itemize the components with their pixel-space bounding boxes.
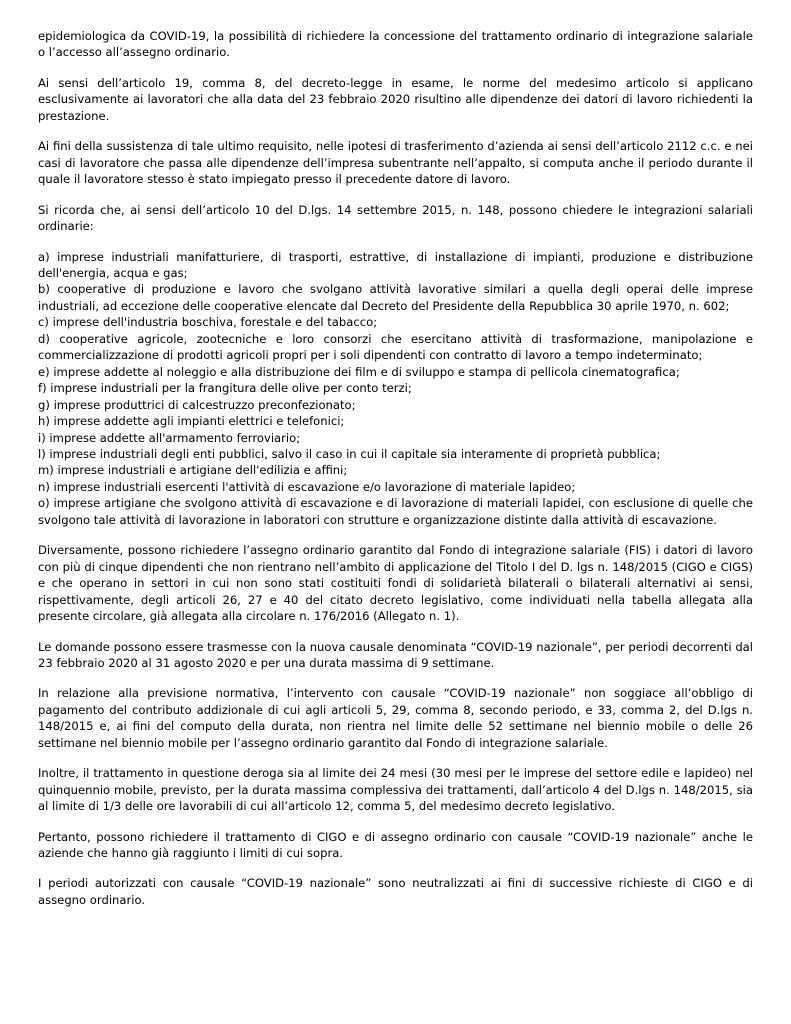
eligible-enterprises-list [38,249,753,529]
paragraph: Ai sensi dell’articolo 19, comma 8, del decreto-legge in esame, le norme del medesimo articolo si applicano esclusivamente ai lavoratori che alla data del 23 febbraio 2020 risultino alle dipendenze dei datori di lavoro richiedenti la prestazione. [38,75,753,123]
paragraph: Inoltre, il trattamento in questione deroga sia al limite dei 24 mesi (30 mesi per le imprese del settore edile e lapideo) nel quinquennio mobile, previsto, per la durata massima complessiva dei trattamenti, dall’articolo 4 del D.lgs n. 148/2015, sia al limite di 1/3 delle ore lavorabili di cui all’articolo 12, comma 5, del medesimo decreto legislativo. [38,766,753,814]
list-item: a) imprese industriali manifatturiere, di trasporti, estrattive, di installazione di impianti, produzione e distribuzione dell'energia, acqua e gas; [38,249,753,280]
paragraph: Le domande possono essere trasmesse con la nuova causale denominata “COVID-19 nazionale”, per periodi decorrenti dal 23 febbraio 2020 al 31 agosto 2020 e per una durata massima di 9 settimane. [38,639,753,670]
list-item: o) imprese artigiane che svolgono attività di escavazione e di lavorazione di materiali lapidei, con esclusione di quelle che svolgono tale attività di lavorazione in laboratori con strutture e organizzazione distinte dalla attività di escavazione. [38,496,753,527]
paragraph: Ai fini della sussistenza di tale ultimo requisito, nelle ipotesi di trasferimento d’azienda ai sensi dell’articolo 2112 c.c. e nei casi di lavoratore che passa alle dipendenze dell’impresa subentrante nell’appalto, si computa anche il periodo durante il quale il lavoratore stesso è stato impiegato presso il precedente datore di lavoro. [38,139,753,187]
list-item: h) imprese addette agli impianti elettrici e telefonici; [38,414,345,429]
list-item: i) imprese addette all'armamento ferroviario; [38,430,301,445]
list-item: b) cooperative di produzione e lavoro che svolgano attività lavorative similari a quella degli operai delle imprese industriali, ad eccezione delle cooperative elencate dal Decreto del Presidente della Repubblica 30 aprile 1970, n. 602; [38,282,753,313]
list-item: d) cooperative agricole, zootecniche e loro consorzi che esercitano attività di trasformazione, manipolazione e commercializzazione di prodotti agricoli propri per i soli dipendenti con contratto di lavoro a tempo indeterminato; [38,331,753,363]
list-item: c) imprese dell'industria boschiva, forestale e del tabacco; [38,315,378,330]
paragraph: Diversamente, possono richiedere l’assegno ordinario garantito dal Fondo di integrazione salariale (FIS) i datori di lavoro con più di cinque dipendenti che non rientrano nell’ambito di applicazione del Titolo I del D. lgs n. 148/2015 (CIGO e CIGS) e che operano in settori in cui non sono stati costituiti fondi di solidarietà bilaterali o bilaterali alternativi ai sensi, rispettivamente, degli articoli 26, 27 e 40 del citato decreto legislativo, come individuati nella tabella allegata alla presente circolare, già allegata alla circolare n. 176/2016 (Allegato n. 1). [38,543,753,624]
list-item: f) imprese industriali per la frangitura delle olive per conto terzi; [38,381,412,396]
list-item: n) imprese industriali esercenti l'attività di escavazione e/o lavorazione di materiale lapideo; [38,479,576,494]
paragraph: epidemiologica da COVID-19, la possibilità di richiedere la concessione del trattamento ordinario di integrazione salariale o l’accesso all’assegno ordinario. [38,29,753,60]
paragraph: I periodi autorizzati con causale “COVID-19 nazionale” sono neutralizzati ai fini di successive richieste di CIGO e di assegno ordinario. [38,876,753,907]
list-item: l) imprese industriali degli enti pubblici, salvo il caso in cui il capitale sia interamente di proprietà pubblica; [38,446,661,461]
paragraph: Si ricorda che, ai sensi dell’articolo 10 del D.lgs. 14 settembre 2015, n. 148, possono chiedere le integrazioni salariali ordinarie: [38,202,753,234]
paragraph: In relazione alla previsione normativa, l’intervento con causale “COVID-19 nazionale” non soggiace all’obbligo di pagamento del contributo addizionale di cui agli articoli 5, 29, comma 8, secondo periodo, e 33, comma 2, del D.lgs n. 148/2015 e, ai fini del computo della durata, non rientra nel limite delle 52 settimane nel biennio mobile o delle 26 settimane nel biennio mobile per l’assegno ordinario garantito dal Fondo di integrazione salariale. [38,686,753,750]
list-item: g) imprese produttrici di calcestruzzo preconfezionato; [38,397,356,412]
list-item: e) imprese addette al noleggio e alla distribuzione dei film e di sviluppo e stampa di pellicola cinematografica; [38,364,680,379]
paragraph: Pertanto, possono richiedere il trattamento di CIGO e di assegno ordinario con causale “COVID-19 nazionale” anche le aziende che hanno già raggiunto i limiti di cui sopra. [38,829,753,861]
document-body [38,28,753,908]
list-item: m) imprese industriali e artigiane dell'edilizia e affini; [38,463,348,478]
